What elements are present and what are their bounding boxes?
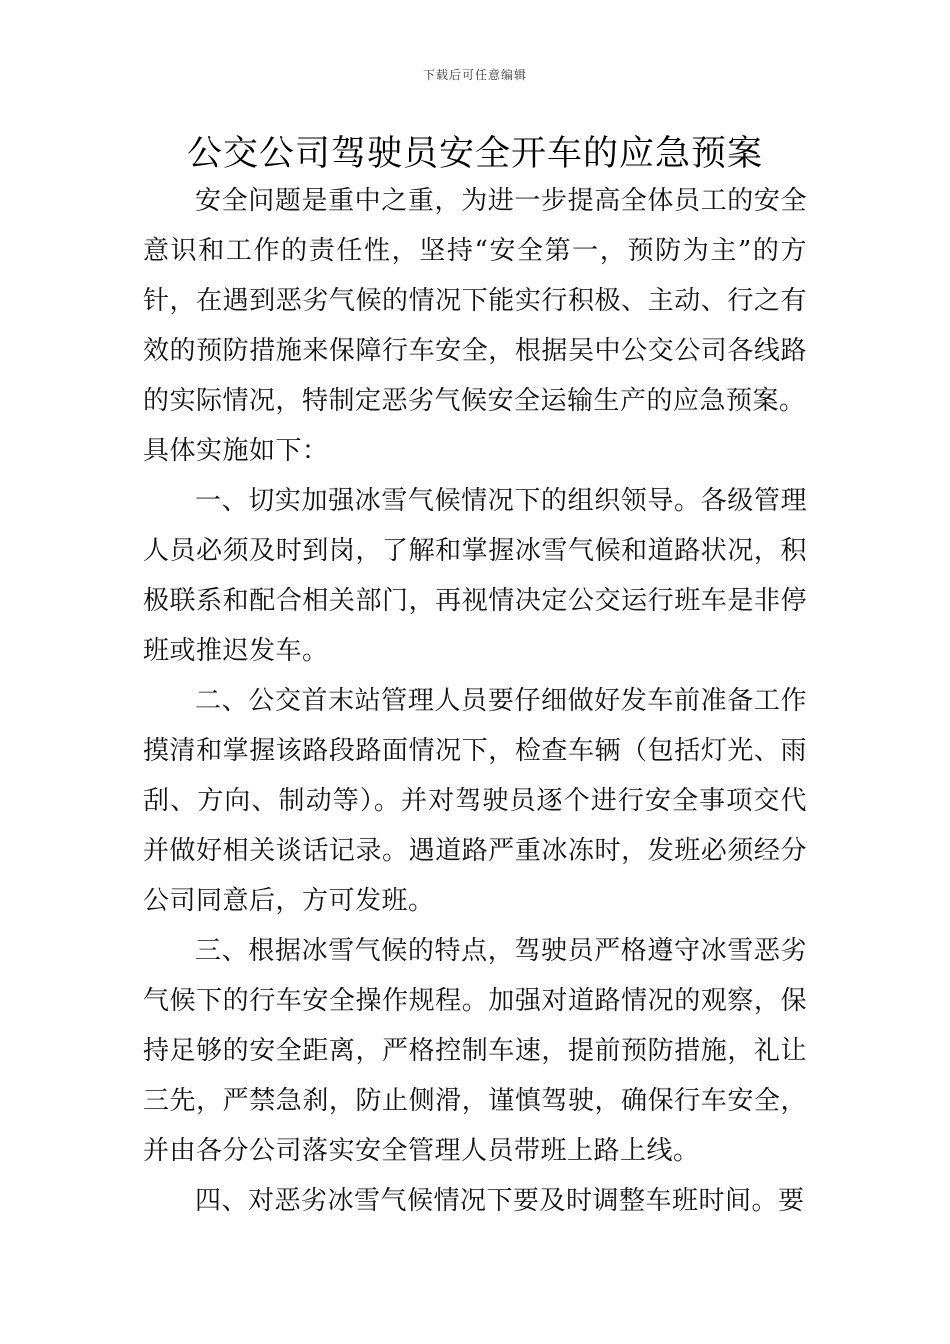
- document-title: 公交公司驾驶员安全开车的应急预案: [186, 134, 763, 174]
- paragraph-item-4: 四、对恶劣冰雪气候情况下要及时调整车班时间。要: [195, 1186, 805, 1216]
- paragraph-item-3: 三、根据冰雪气候的特点，驾驶员严格遵守冰雪恶劣气候下的行车安全操作规程。加强对道路情况的观察，保持足够的安全距离，严格控制车速，提前预防措施，礼让三先，严禁急刹，防止侧滑，谨慎驾驶，确保行车安全，并由各分公司落实安全管理人员带班上路上线。: [143, 936, 807, 1166]
- header-note: 下载后可任意编辑: [422, 68, 527, 82]
- paragraph-intro: 安全问题是重中之重，为进一步提高全体员工的安全意识和工作的责任性，坚持“安全第一，预防为主”的方针，在遇到恶劣气候的情况下能实行积极、主动、行之有效的预防措施来保障行车安全，根据吴中公交公司各线路的实际情况，特制定恶劣气候安全运输生产的应急预案。: [143, 186, 807, 416]
- paragraph-item-2: 二、公交首末站管理人员要仔细做好发车前准备工作摸清和掌握该路段路面情况下，检查车辆（包括灯光、雨刮、方向、制动等）。并对驾驶员逐个进行安全事项交代并做好相关谈话记录。遇道路严重冰冻时，发班必须经分公司同意后，方可发班。: [143, 686, 807, 916]
- paragraph-implementation-lead: 具体实施如下：: [143, 436, 329, 466]
- document-body: [143, 176, 807, 1226]
- paragraph-item-1: 一、切实加强冰雪气候情况下的组织领导。各级管理人员必须及时到岗，了解和掌握冰雪气候和道路状况，积极联系和配合相关部门，再视情决定公交运行班车是非停班或推迟发车。: [143, 486, 807, 666]
